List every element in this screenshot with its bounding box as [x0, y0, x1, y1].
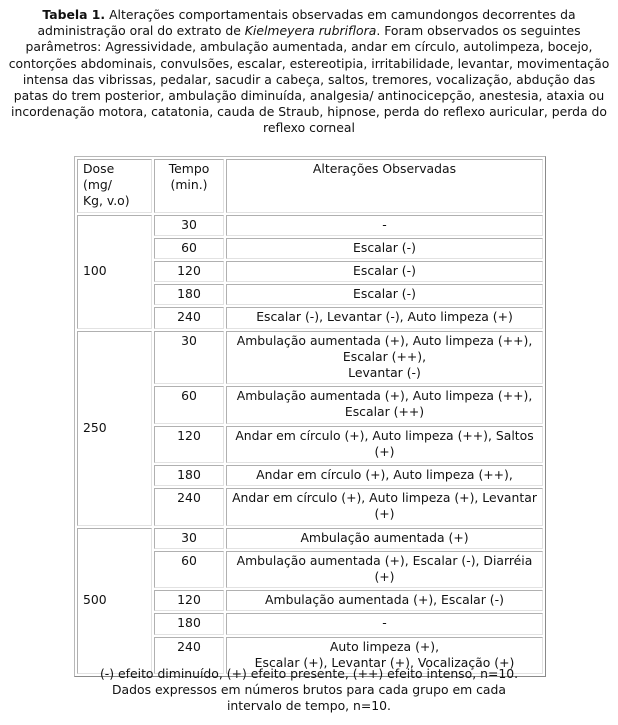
alteracoes-cell: Ambulação aumentada (+), Auto limpeza (++), Escalar (++), Levantar (-): [226, 331, 543, 385]
alteracoes-cell: Auto limpeza (+), Escalar (+), Levantar (+), Vocalização (+): [226, 637, 543, 674]
tempo-cell: 60: [154, 238, 224, 259]
tempo-cell: 30: [154, 331, 224, 385]
alteracoes-cell: Ambulação aumentada (+), Escalar (-): [226, 590, 543, 611]
table-caption: [4, 7, 614, 137]
alteracoes-cell: Andar em círculo (+), Auto limpeza (+), Levantar (+): [226, 488, 543, 525]
tempo-cell: 120: [154, 261, 224, 282]
caption-species: Kielmeyera rubriflora: [244, 23, 377, 39]
alteracoes-cell: Escalar (-), Levantar (-), Auto limpeza (+): [226, 307, 543, 328]
footnote-legend: (-) efeito diminuído, (+) efeito presente, (++) efeito intenso, n=10.: [99, 666, 519, 681]
tempo-cell: 240: [154, 488, 224, 525]
alteracoes-cell: Ambulação aumentada (+), Auto limpeza (++), Escalar (++): [226, 386, 543, 423]
table-header-row: [77, 159, 543, 213]
alteracoes-cell: Andar em círculo (+), Auto limpeza (++), Saltos (+): [226, 426, 543, 463]
tempo-cell: 240: [154, 637, 224, 674]
tempo-cell: 120: [154, 590, 224, 611]
alteracoes-cell: Escalar (-): [226, 261, 543, 282]
alteracoes-cell: -: [226, 613, 543, 634]
dose-cell: 100: [77, 215, 152, 329]
alteracoes-cell: Andar em círculo (+), Auto limpeza (++),: [226, 465, 543, 486]
caption-text-2: . Foram observados os seguintes parâmetros: Agressividade, ambulação aumentada, andar em círculo, autolimpeza, bocejo, contorções abdominais, convulsões, escalar, estereotipia, irritabilidade, levantar, movimentação intensa das vibrissas, pedalar, sacudir a cabeça, saltos, tremores, vocalização, abdução das patas do trem posterior, ambulação diminuída, analgesia/ antinocicepção, anestesia, ataxia ou incordenação motora, catatonia, cauda de Straub, hipnose, perda do reflexo auricular, perda do reflexo corneal: [8, 23, 610, 136]
alteracoes-cell: Ambulação aumentada (+), Escalar (-), Diarréia (+): [226, 551, 543, 588]
table-body: [77, 215, 543, 674]
table-footnote: [4, 666, 614, 715]
tempo-cell: 180: [154, 613, 224, 634]
tempo-cell: 240: [154, 307, 224, 328]
tempo-cell: 30: [154, 528, 224, 549]
dose-cell: 250: [77, 331, 152, 526]
alteracoes-cell: Escalar (-): [226, 238, 543, 259]
header-dose: Dose (mg/ Kg, v.o): [77, 159, 152, 213]
header-tempo: Tempo (min.): [154, 159, 224, 213]
tempo-cell: 60: [154, 551, 224, 588]
table-row: [77, 215, 543, 236]
header-alteracoes: Alterações Observadas: [226, 159, 543, 213]
caption-text-1: Alterações comportamentais observadas em camundongos decorrentes da administração oral do extrato de: [37, 7, 576, 39]
dose-cell: 500: [77, 528, 152, 674]
tempo-cell: 180: [154, 284, 224, 305]
caption-label: Tabela 1.: [42, 7, 106, 22]
alteracoes-cell: -: [226, 215, 543, 236]
alteracoes-cell: Ambulação aumentada (+): [226, 528, 543, 549]
tempo-cell: 30: [154, 215, 224, 236]
footnote-data-note: Dados expressos em números brutos para cada grupo em cada intervalo de tempo, n=10.: [112, 682, 506, 714]
tempo-cell: 180: [154, 465, 224, 486]
table-row: [77, 528, 543, 549]
alteracoes-cell: Escalar (-): [226, 284, 543, 305]
results-table-wrapper: [74, 156, 546, 677]
tempo-cell: 120: [154, 426, 224, 463]
tempo-cell: 60: [154, 386, 224, 423]
table-row: [77, 331, 543, 385]
results-table: [74, 156, 546, 677]
